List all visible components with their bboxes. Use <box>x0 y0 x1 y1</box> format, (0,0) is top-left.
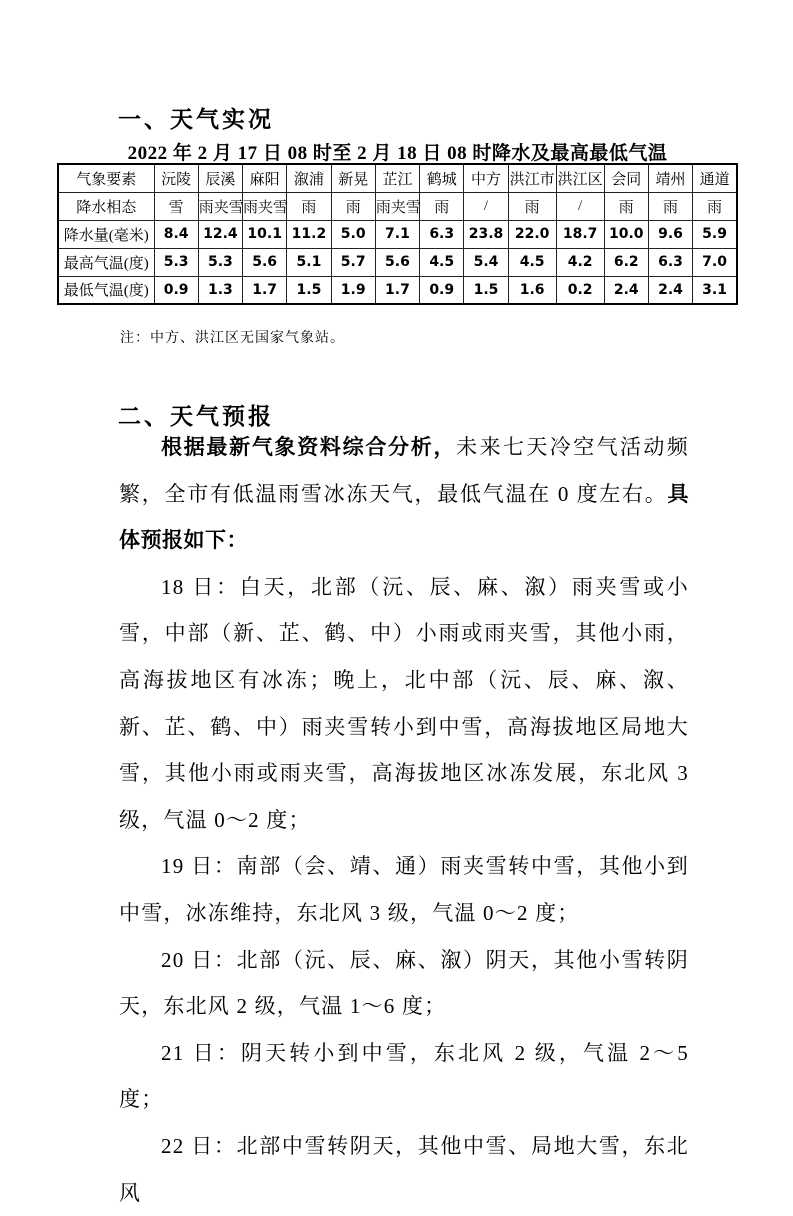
row-label: 降水量(毫米) <box>58 220 154 248</box>
cell: 10.0 <box>604 220 648 248</box>
forecast-intro-paragraph <box>119 424 689 564</box>
forecast-day19-paragraph: 19 日：南部（会、靖、通）雨夹雪转中雪，其他小到中雪，冰冻维持，东北风 3 级，气温 0～2 度； <box>119 854 689 925</box>
forecast-body <box>119 424 689 1216</box>
cell: 5.4 <box>464 248 508 276</box>
cell: 5.1 <box>287 248 331 276</box>
cell: 雨 <box>508 192 556 220</box>
cell: 雨 <box>693 192 737 220</box>
header-cell-station: 洪江区 <box>556 164 604 192</box>
cell: / <box>556 192 604 220</box>
cell: 5.0 <box>331 220 375 248</box>
forecast-day21-paragraph: 21 日：阴天转小到中雪，东北风 2 级，气温 2～5 度； <box>119 1040 689 1112</box>
intro-normal-text: 未来七天冷空气活动频繁，全市有低温雨雪冰冻天气，最低气温在 0 度左右。 <box>119 435 690 506</box>
cell: 10.1 <box>243 220 287 248</box>
cell: 2.4 <box>648 276 692 304</box>
cell: 雨夹雪 <box>375 192 419 220</box>
cell: 1.5 <box>287 276 331 304</box>
header-cell-station: 芷江 <box>375 164 419 192</box>
cell: 雨 <box>331 192 375 220</box>
table-row-max-temp <box>58 248 737 276</box>
cell: 5.3 <box>154 248 198 276</box>
header-cell-station: 会同 <box>604 164 648 192</box>
intro-bold-lead: 根据最新气象资料综合分析， <box>161 435 457 459</box>
forecast-day22-paragraph: 22 日：北部中雪转阴天，其他中雪、局地大雪，东北风 <box>119 1133 689 1205</box>
table-row-min-temp <box>58 276 737 304</box>
cell: 0.9 <box>154 276 198 304</box>
header-cell-station: 靖州 <box>648 164 692 192</box>
cell: 18.7 <box>556 220 604 248</box>
row-label: 降水相态 <box>58 192 154 220</box>
table-footnote: 注：中方、洪江区无国家气象站。 <box>120 331 345 346</box>
cell: 4.5 <box>420 248 464 276</box>
cell: 8.4 <box>154 220 198 248</box>
cell: 7.1 <box>375 220 419 248</box>
header-cell-station: 通道 <box>693 164 737 192</box>
forecast-day18-paragraph: 18 日：白天，北部（沅、辰、麻、溆）雨夹雪或小雪，中部（新、芷、鹤、中）小雨或雨夹雪，其他小雨，高海拔地区有冰冻；晚上，北中部（沅、辰、麻、溆、新、芷、鹤、中）雨夹雪转小到中雪，高海拔地区局地大雪，其他小雨或雨夹雪，高海拔地区冰冻发展，东北风 3 级，气温 0～2 度； <box>119 574 689 832</box>
header-cell-station: 溆浦 <box>287 164 331 192</box>
cell: 5.6 <box>243 248 287 276</box>
intro-bold-tail: 具体预报如下： <box>119 481 689 553</box>
cell: 雨夹雪 <box>198 192 242 220</box>
cell: 11.2 <box>287 220 331 248</box>
cell: / <box>464 192 508 220</box>
table-row-precip-phase <box>58 192 737 220</box>
cell: 7.0 <box>693 248 737 276</box>
cell: 5.6 <box>375 248 419 276</box>
cell: 6.2 <box>604 248 648 276</box>
cell: 雪 <box>154 192 198 220</box>
cell: 0.2 <box>556 276 604 304</box>
header-cell-station: 新晃 <box>331 164 375 192</box>
cell: 雨 <box>287 192 331 220</box>
cell: 12.4 <box>198 220 242 248</box>
table-header-row <box>58 164 737 192</box>
weather-observation-table <box>57 163 738 305</box>
row-label: 最低气温(度) <box>58 276 154 304</box>
cell: 1.3 <box>198 276 242 304</box>
cell: 雨夹雪 <box>243 192 287 220</box>
cell: 1.5 <box>464 276 508 304</box>
cell: 1.7 <box>243 276 287 304</box>
cell: 6.3 <box>648 248 692 276</box>
header-cell-station: 沅陵 <box>154 164 198 192</box>
weather-table-title: 2022 年 2 月 17 日 08 时至 2 月 18 日 08 时降水及最高最低气温 <box>127 143 668 164</box>
cell: 4.2 <box>556 248 604 276</box>
header-cell-station: 麻阳 <box>243 164 287 192</box>
cell: 5.3 <box>198 248 242 276</box>
header-cell-station: 辰溪 <box>198 164 242 192</box>
cell: 2.4 <box>604 276 648 304</box>
cell: 5.7 <box>331 248 375 276</box>
cell: 1.9 <box>331 276 375 304</box>
table-row-precip-amount <box>58 220 737 248</box>
cell: 雨 <box>420 192 464 220</box>
header-cell-element: 气象要素 <box>58 164 154 192</box>
cell: 雨 <box>604 192 648 220</box>
forecast-day20-paragraph: 20 日：北部（沅、辰、麻、溆）阴天，其他小雪转阴天，东北风 2 级，气温 1～6 度； <box>119 947 689 1019</box>
cell: 雨 <box>648 192 692 220</box>
cell: 4.5 <box>508 248 556 276</box>
header-cell-station: 鹤城 <box>420 164 464 192</box>
cell: 23.8 <box>464 220 508 248</box>
cell: 0.9 <box>420 276 464 304</box>
header-cell-station: 洪江市 <box>508 164 556 192</box>
row-label: 最高气温(度) <box>58 248 154 276</box>
cell: 9.6 <box>648 220 692 248</box>
section1-heading: 一、天气实况 <box>118 107 274 133</box>
section2-heading: 二、天气预报 <box>118 404 274 430</box>
cell: 22.0 <box>508 220 556 248</box>
cell: 3.1 <box>693 276 737 304</box>
cell: 6.3 <box>420 220 464 248</box>
cell: 1.7 <box>375 276 419 304</box>
cell: 5.9 <box>693 220 737 248</box>
header-cell-station: 中方 <box>464 164 508 192</box>
cell: 1.6 <box>508 276 556 304</box>
